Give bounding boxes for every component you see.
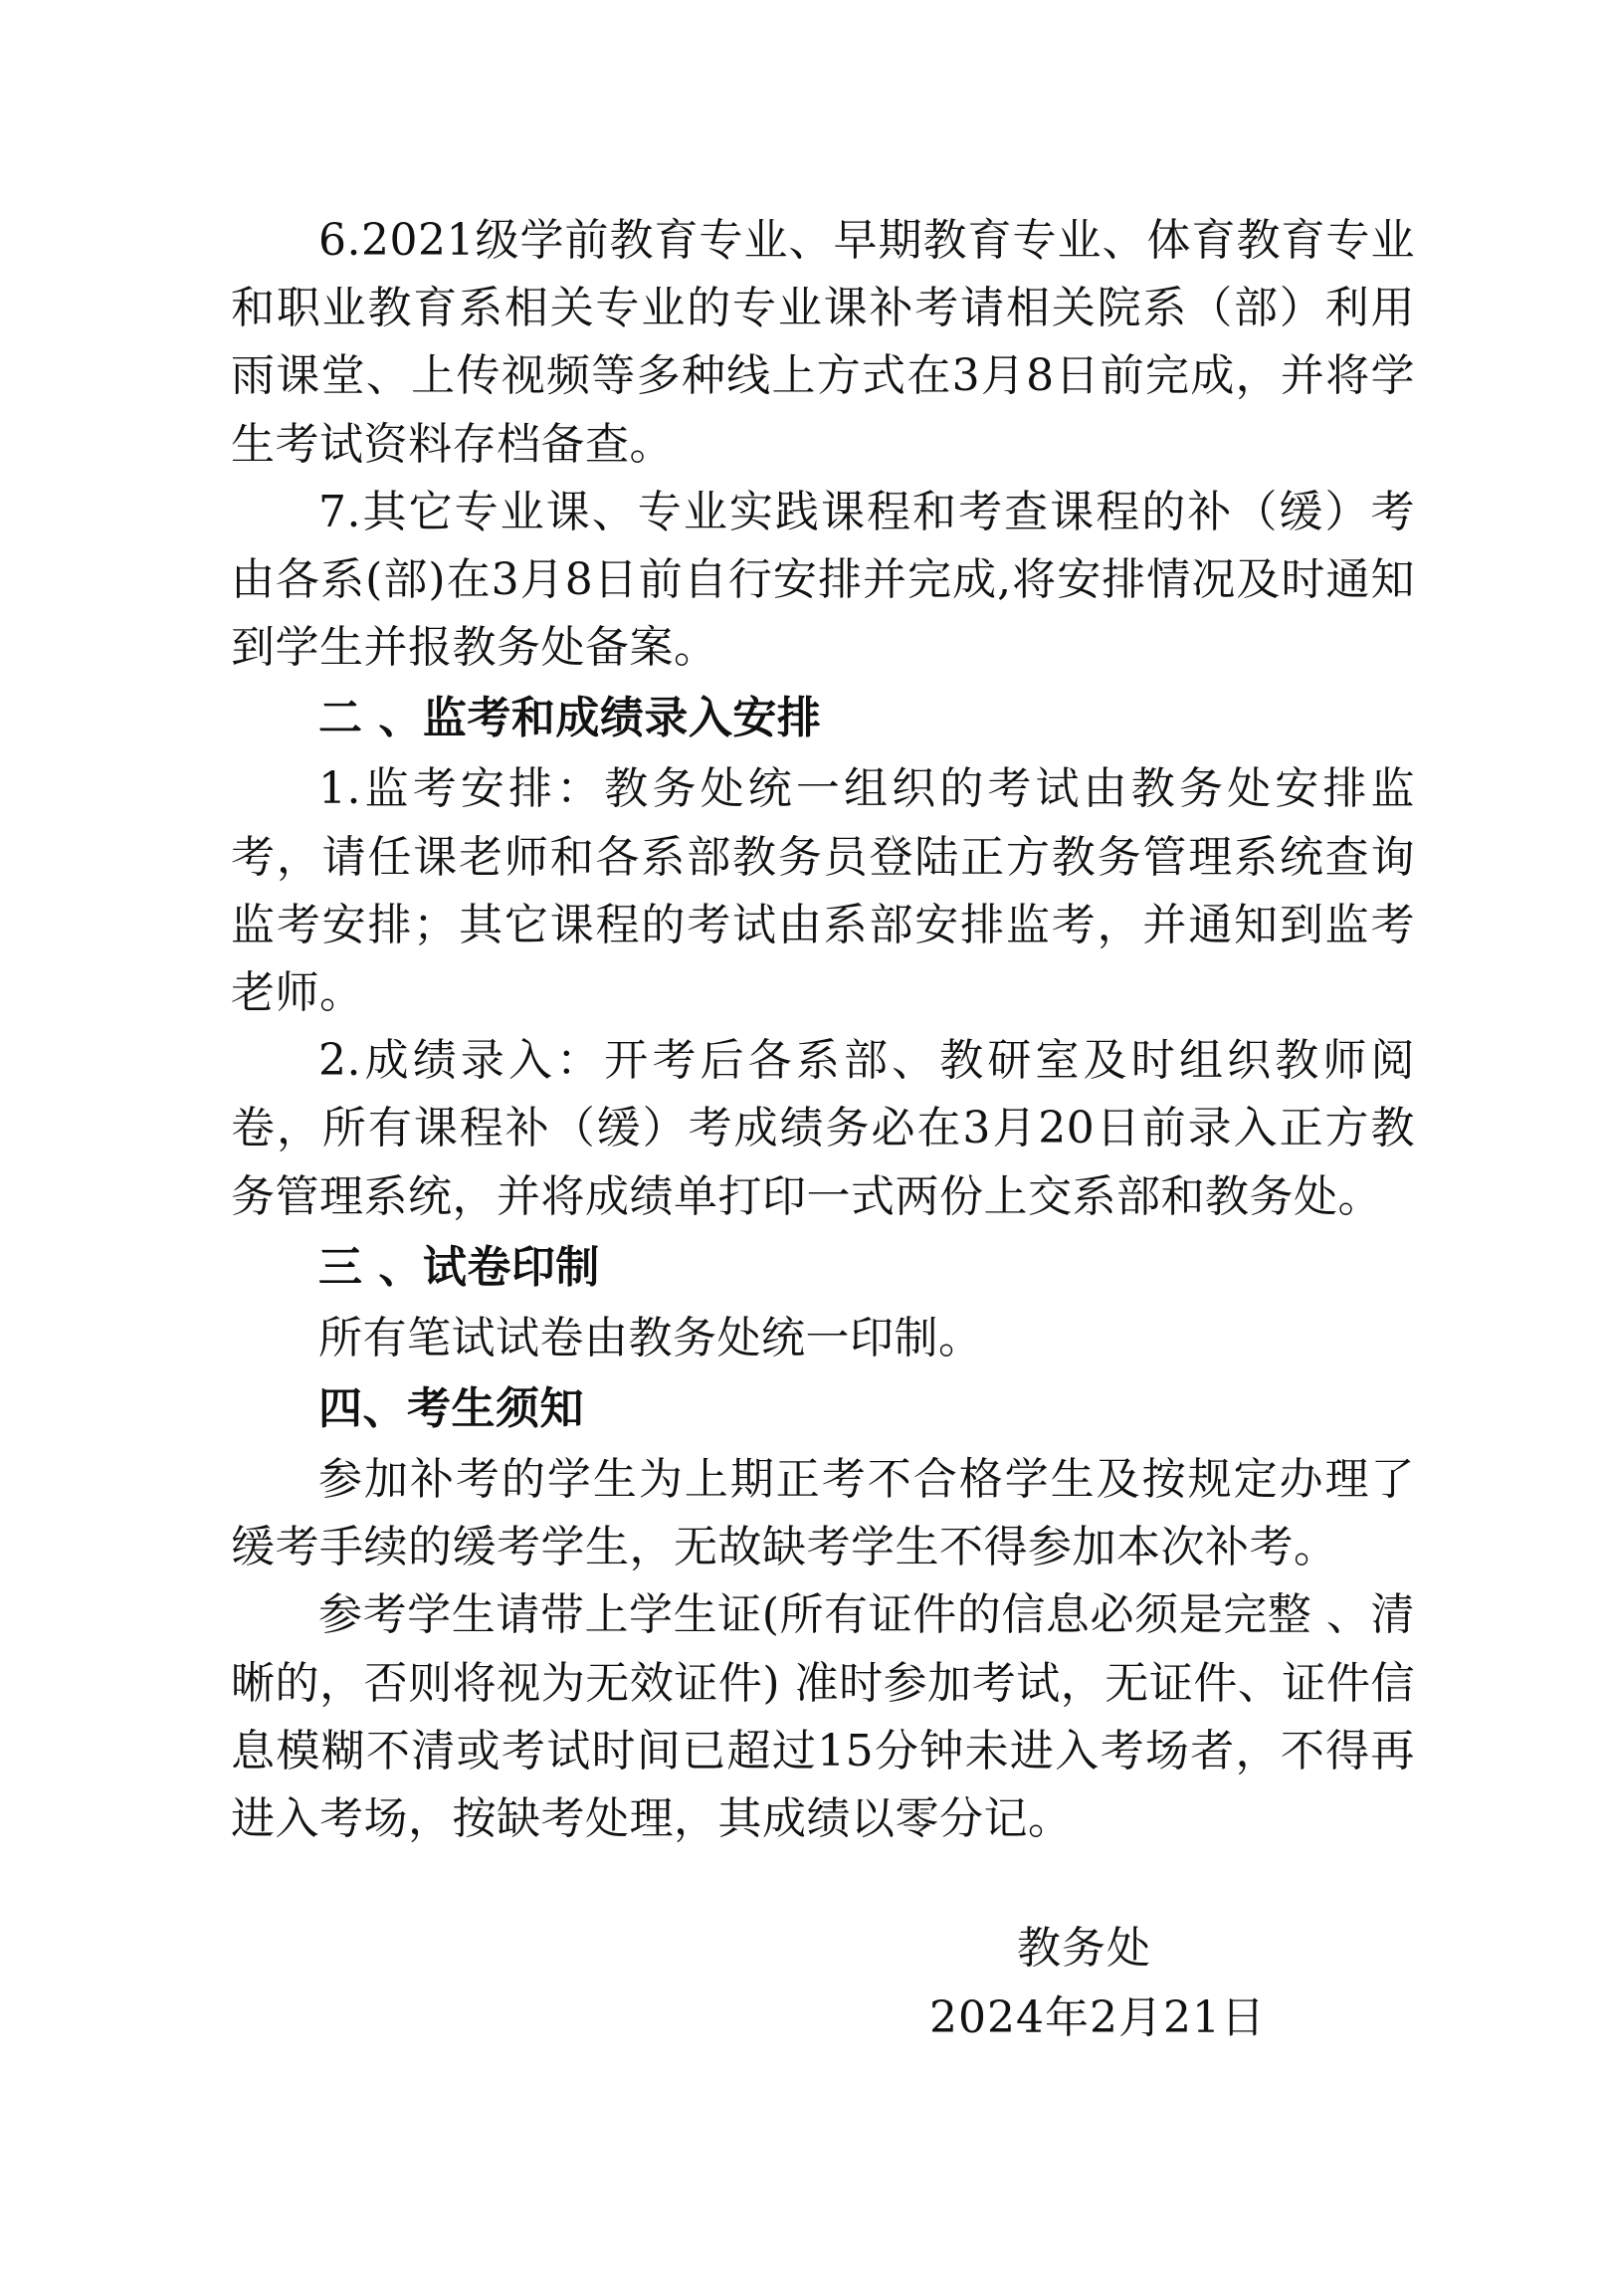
section-heading-proctoring: 二 、监考和成绩录入安排 — [318, 693, 822, 744]
paragraph-item-6: 6.2021级学前教育专业、早期教育专业、体育教育专业和职业教育系相关专业的专业课补考请相关院系（部）利用雨课堂、上传视频等多种线上方式在3月8日前完成，并将学生考试资料存档备查。 — [231, 215, 1415, 470]
paragraph-printing: 所有笔试试卷由教务处统一印制。 — [318, 1312, 983, 1363]
signature-office: 教务处 — [1017, 1923, 1151, 1974]
signature-date: 2024年2月21日 — [929, 1992, 1266, 2043]
section-heading-printing: 三 、试卷印制 — [318, 1241, 600, 1293]
paragraph-proctor-arrangement: 1.监考安排：教务处统一组织的考试由教务处安排监考，请任课老师和各系部教务员登陆正方教务管理系统查询监考安排；其它课程的考试由系部安排监考，并通知到监考老师。 — [231, 763, 1415, 1019]
document-body — [231, 207, 1415, 1853]
paragraph-item-7: 7.其它专业课、专业实践课程和考查课程的补（缓）考由各系(部)在3月8日前自行安排并完成,将安排情况及时通知到学生并报教务处备案。 — [231, 486, 1415, 674]
paragraph-grade-entry: 2.成绩录入：开考后各系部、教研室及时组织教师阅卷，所有课程补（缓）考成绩务必在3月20日前录入正方教务管理系统，并将成绩单打印一式两份上交系部和教务处。 — [231, 1035, 1415, 1222]
paragraph-notice-documents: 参考学生请带上学生证(所有证件的信息必须是完整 、清晰的，否则将视为无效证件) 准时参加考试，无证件、证件信息模糊不清或考试时间已超过15分钟未进入考场者，不得再进入考场，按缺考处理，其成绩以零分记。 — [231, 1589, 1415, 1845]
paragraph-notice-eligibility: 参加补考的学生为上期正考不合格学生及按规定办理了缓考手续的缓考学生，无故缺考学生不得参加本次补考。 — [231, 1454, 1415, 1573]
section-heading-candidate-notice: 四、考生须知 — [318, 1383, 584, 1435]
